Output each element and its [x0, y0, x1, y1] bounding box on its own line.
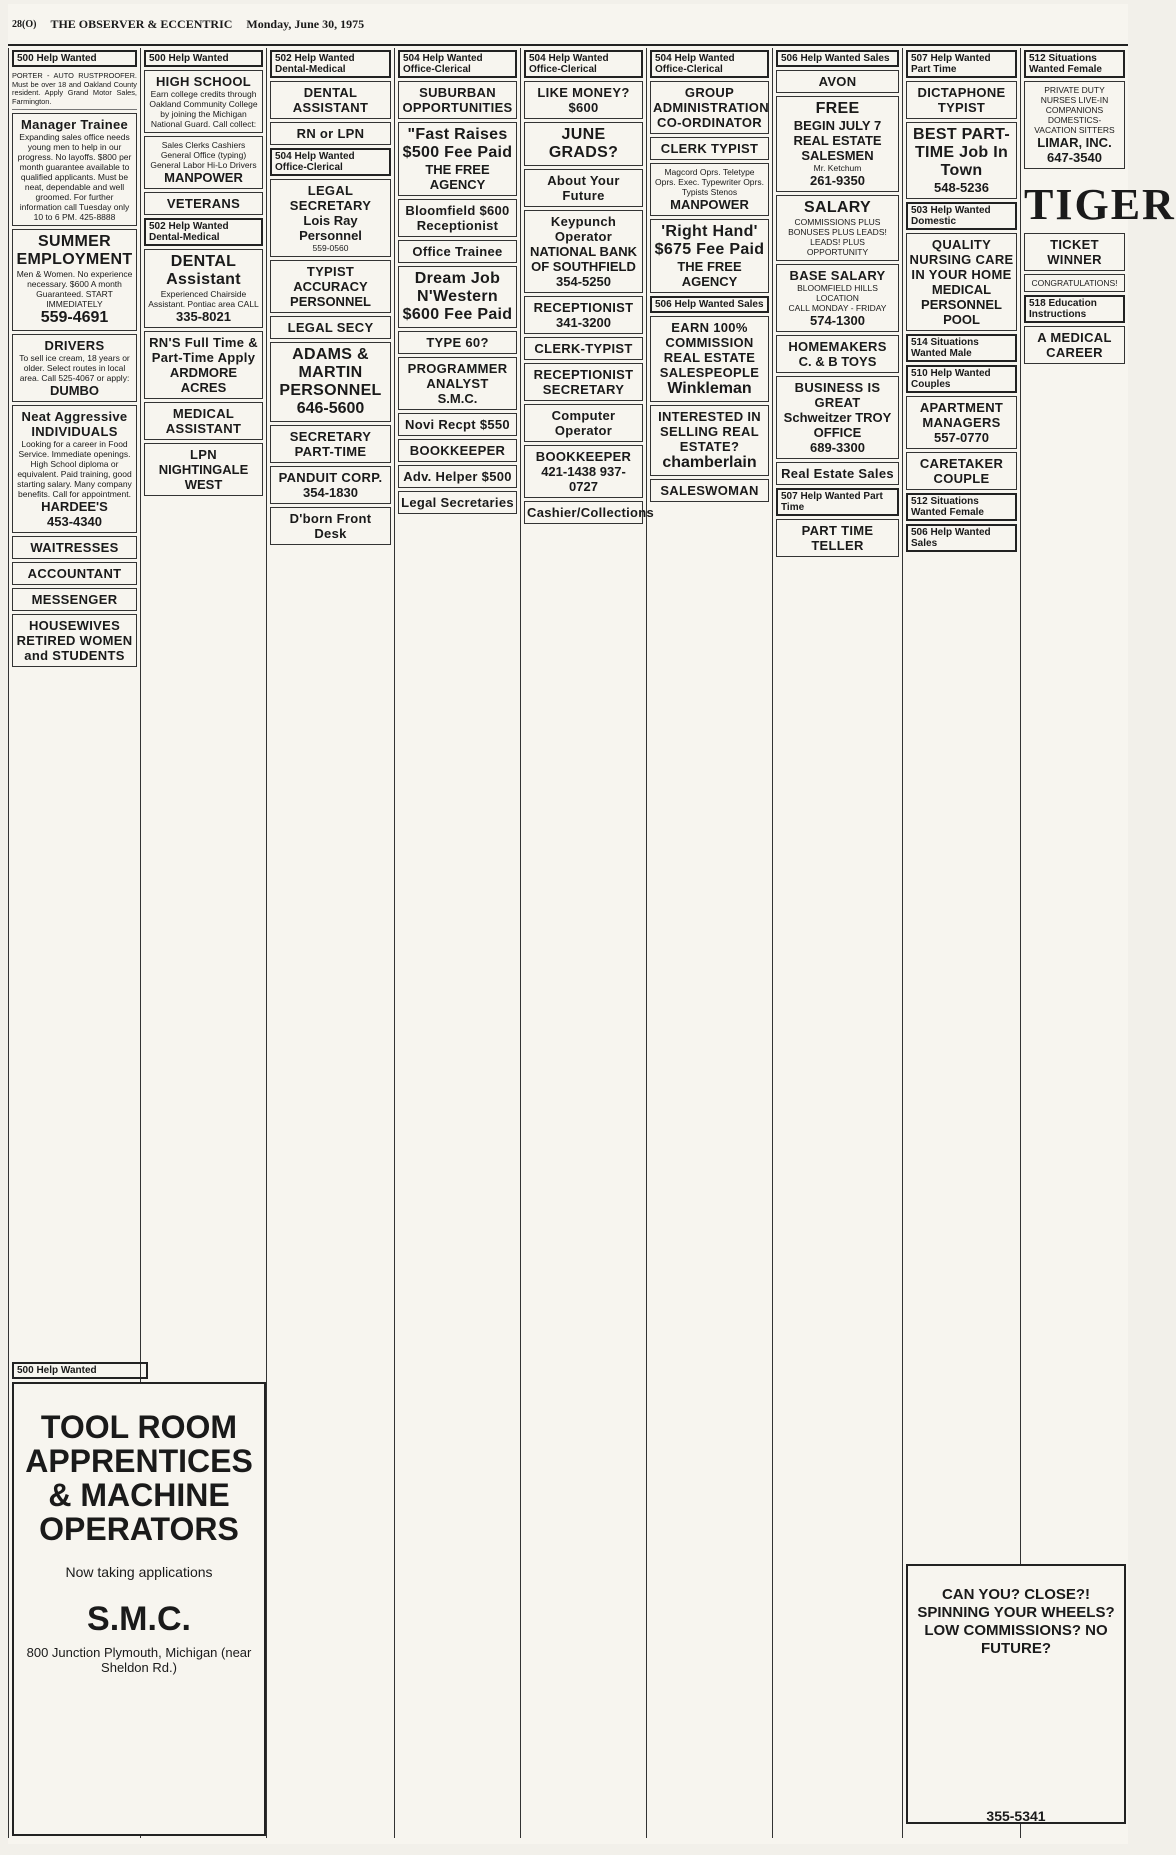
section-header: 512 Situations Wanted Female	[1024, 50, 1125, 78]
ad-box: PROGRAMMER ANALYST S.M.C.	[398, 357, 517, 410]
company-address: 800 Junction Plymouth, Michigan (near Sheldon Rd.)	[26, 1645, 252, 1675]
ad-box: TICKET WINNER	[1024, 233, 1125, 271]
ad-box: Computer Operator	[524, 404, 643, 442]
ad-box: SECRETARY PART-TIME	[270, 425, 391, 463]
ad-box: SUBURBAN OPPORTUNITIES	[398, 81, 517, 119]
section-header: 504 Help Wanted Office-Clerical	[650, 50, 769, 78]
ad-box: TYPIST ACCURACY PERSONNEL	[270, 260, 391, 313]
ad-box: BASE SALARY BLOOMFIELD HILLS LOCATION CALL MONDAY - FRIDAY 574-1300	[776, 264, 899, 332]
ad-box: RECEPTIONIST SECRETARY	[524, 363, 643, 401]
ad-box: LEGAL SECY	[270, 316, 391, 339]
ad-box: CLERK TYPIST	[650, 137, 769, 160]
ad-box: DRIVERS To sell ice cream, 18 years or older. Select routes in local area. Call 525-4067 or apply: DUMBO	[12, 334, 137, 402]
ad-box: INTERESTED IN SELLING REAL ESTATE? chamberlain	[650, 405, 769, 476]
ad-box: CONGRATULATIONS!	[1024, 274, 1125, 292]
ad-headline: CAN YOU? CLOSE?! SPINNING YOUR WHEELS? LOW COMMISSIONS? NO FUTURE?	[917, 1586, 1115, 1657]
ad-box: PRIVATE DUTY NURSES LIVE-IN COMPANIONS DOMESTICS-VACATION SITTERS LIMAR, INC. 647-3540	[1024, 81, 1125, 169]
ad-box: RN'S Full Time & Part-Time Apply ARDMORE ACRES	[144, 331, 263, 399]
section-header: 518 Education Instructions	[1024, 295, 1125, 323]
ad-box: A MEDICAL CAREER	[1024, 326, 1125, 364]
section-header: 506 Help Wanted Sales	[650, 296, 769, 313]
ad-box: Neat Aggressive INDIVIDUALS Looking for a career in Food Service. Immediate openings. High School diploma or equivalent. Paid training, good starting salary. Many company benefits. Call for appointment. HARDEE'S 453-4340	[12, 405, 137, 533]
section-header: 504 Help Wanted Office-Clerical	[398, 50, 517, 78]
section-header: 506 Help Wanted Sales	[906, 524, 1017, 552]
column-7	[772, 48, 902, 1838]
tool-room-ad	[12, 1382, 266, 1836]
ad-box: LEGAL SECRETARY Lois Ray Personnel 559-0560	[270, 179, 391, 257]
ad-box: GROUP ADMINISTRATION CO-ORDINATOR	[650, 81, 769, 134]
ad-box: APARTMENT MANAGERS 557-0770	[906, 396, 1017, 449]
ad-box: LIKE MONEY? $600	[524, 81, 643, 119]
ad-box: SALESWOMAN	[650, 479, 769, 502]
ad-box: Cashier/Collections	[524, 501, 643, 524]
section-header: 502 Help Wanted Dental-Medical	[270, 50, 391, 78]
ad-box: Manager Trainee Expanding sales office needs young men to help in our progress. No layoffs. $800 per month guarantee available to qualified applicants. Must be neat, dependable and well groomed. For further information call Tuesday only 10 to 6 PM. 425-8888	[12, 113, 137, 226]
ad-subline: Now taking applications	[65, 1564, 213, 1580]
ad-box: Adv. Helper $500	[398, 465, 517, 488]
section-header: 504 Help Wanted Office-Clerical	[270, 148, 391, 176]
ad-box: RN or LPN	[270, 122, 391, 145]
column-6	[646, 48, 772, 1838]
section-header: 503 Help Wanted Domestic	[906, 202, 1017, 230]
ad-box: Keypunch Operator NATIONAL BANK OF SOUTHFIELD 354-5250	[524, 210, 643, 293]
ad-box: 'Right Hand' $675 Fee Paid THE FREE AGENCY	[650, 219, 769, 293]
ad-box: TYPE 60?	[398, 331, 517, 354]
can-you-close-ad	[906, 1564, 1126, 1824]
ad-box: HOMEMAKERS C. & B TOYS	[776, 335, 899, 373]
ad-box: CARETAKER COUPLE	[906, 452, 1017, 490]
ad-box: HIGH SCHOOL Earn college credits through Oakland Community College by joining the Michigan National Guard. Call collect:	[144, 70, 263, 133]
section-header: 500 Help Wanted	[12, 50, 137, 67]
ad-headline: TOOL ROOM APPRENTICES & MACHINE OPERATORS	[25, 1409, 253, 1547]
ad-box: Magcord Oprs. Teletype Oprs. Exec. Typewriter Oprs. Typists Stenos MANPOWER	[650, 163, 769, 216]
ad-box: JUNE GRADS?	[524, 122, 643, 166]
ad-box: BOOKKEEPER 421-1438 937-0727	[524, 445, 643, 498]
ad-box: Real Estate Sales	[776, 462, 899, 485]
page-number: 28(O)	[12, 18, 37, 30]
ad-box: VETERANS	[144, 192, 263, 215]
ad-box: LPN NIGHTINGALE WEST	[144, 443, 263, 496]
column-5	[520, 48, 655, 1838]
section-header: 512 Situations Wanted Female	[906, 493, 1017, 521]
ad-box: MESSENGER	[12, 588, 137, 611]
newspaper-page	[8, 4, 1176, 1844]
section-header: 504 Help Wanted Office-Clerical	[524, 50, 643, 78]
ad-box: EARN 100% COMMISSION REAL ESTATE SALESPEOPLE Winkleman	[650, 316, 769, 402]
ad-box: Dream Job N'Western $600 Fee Paid	[398, 266, 517, 328]
section-header: 500 Help Wanted	[144, 50, 263, 67]
section-header: 507 Help Wanted Part Time	[776, 488, 899, 516]
ad-box: D'born Front Desk	[270, 507, 391, 545]
section-header: 510 Help Wanted Couples	[906, 365, 1017, 393]
ad-box: QUALITY NURSING CARE IN YOUR HOME MEDICAL PERSONNEL POOL	[906, 233, 1017, 331]
ad-box: WAITRESSES	[12, 536, 137, 559]
ad-box: CLERK-TYPIST	[524, 337, 643, 360]
publication-date: Monday, June 30, 1975	[246, 16, 365, 31]
ad-box: Novi Recpt $550	[398, 413, 517, 436]
section-header: 506 Help Wanted Sales	[776, 50, 899, 67]
ad-box: PANDUIT CORP. 354-1830	[270, 466, 391, 504]
ad-box: Office Trainee	[398, 240, 517, 263]
section-header: 507 Help Wanted Part Time	[906, 50, 1017, 78]
ad-box: Legal Secretaries	[398, 491, 517, 514]
column-3	[266, 48, 394, 1838]
ad-box: BOOKKEEPER	[398, 439, 517, 462]
ad-box: BUSINESS IS GREAT Schweitzer TROY OFFICE 689-3300	[776, 376, 899, 459]
ad-box: About Your Future	[524, 169, 643, 207]
section-header: 502 Help Wanted Dental-Medical	[144, 218, 263, 246]
ad-box: Bloomfield $600 Receptionist	[398, 199, 517, 237]
ad-box: DENTAL Assistant Experienced Chairside Assistant. Pontiac area CALL 335-8021	[144, 249, 263, 328]
paper-title: THE OBSERVER & ECCENTRIC	[50, 16, 233, 31]
ad-box: HOUSEWIVES RETIRED WOMEN and STUDENTS	[12, 614, 137, 667]
ad-box: Sales Clerks Cashiers General Office (typing) General Labor Hi-Lo Drivers MANPOWER	[144, 136, 263, 189]
company-name: S.M.C.	[87, 1600, 191, 1638]
ad-box: BEST PART-TIME Job In Town 548-5236	[906, 122, 1017, 199]
ad-box: PART TIME TELLER	[776, 519, 899, 557]
ad-box: "Fast Raises $500 Fee Paid THE FREE AGENCY	[398, 122, 517, 196]
section-header: 500 Help Wanted	[12, 1362, 148, 1379]
tiger-headline: TIGER	[1024, 180, 1176, 229]
ad-box: ADAMS & MARTIN PERSONNEL 646-5600	[270, 342, 391, 422]
ad-box: DENTAL ASSISTANT	[270, 81, 391, 119]
ad-box: SALARY COMMISSIONS PLUS BONUSES PLUS LEADS! LEADS! PLUS OPPORTUNITY	[776, 195, 899, 261]
ad-box: FREE BEGIN JULY 7 REAL ESTATE SALESMEN Mr. Ketchum 261-9350	[776, 96, 899, 192]
column-4	[394, 48, 520, 1838]
section-header: 514 Situations Wanted Male	[906, 334, 1017, 362]
ad-phone: 355-5341	[986, 1808, 1046, 1824]
masthead	[8, 4, 1128, 46]
ad-box: RECEPTIONIST 341-3200	[524, 296, 643, 334]
classified-ad: PORTER - AUTO RUSTPROOFER. Must be over 18 and Oakland County resident. Apply Grand Motor Sales, Farmington.	[12, 70, 137, 110]
ad-box: DICTAPHONE TYPIST	[906, 81, 1017, 119]
ad-box: ACCOUNTANT	[12, 562, 137, 585]
ad-box: SUMMER EMPLOYMENT Men & Women. No experience necessary. $600 A month Guaranteed. START IMMEDIATELY 559-4691	[12, 229, 137, 331]
ad-box: MEDICAL ASSISTANT	[144, 402, 263, 440]
ad-box: AVON	[776, 70, 899, 93]
